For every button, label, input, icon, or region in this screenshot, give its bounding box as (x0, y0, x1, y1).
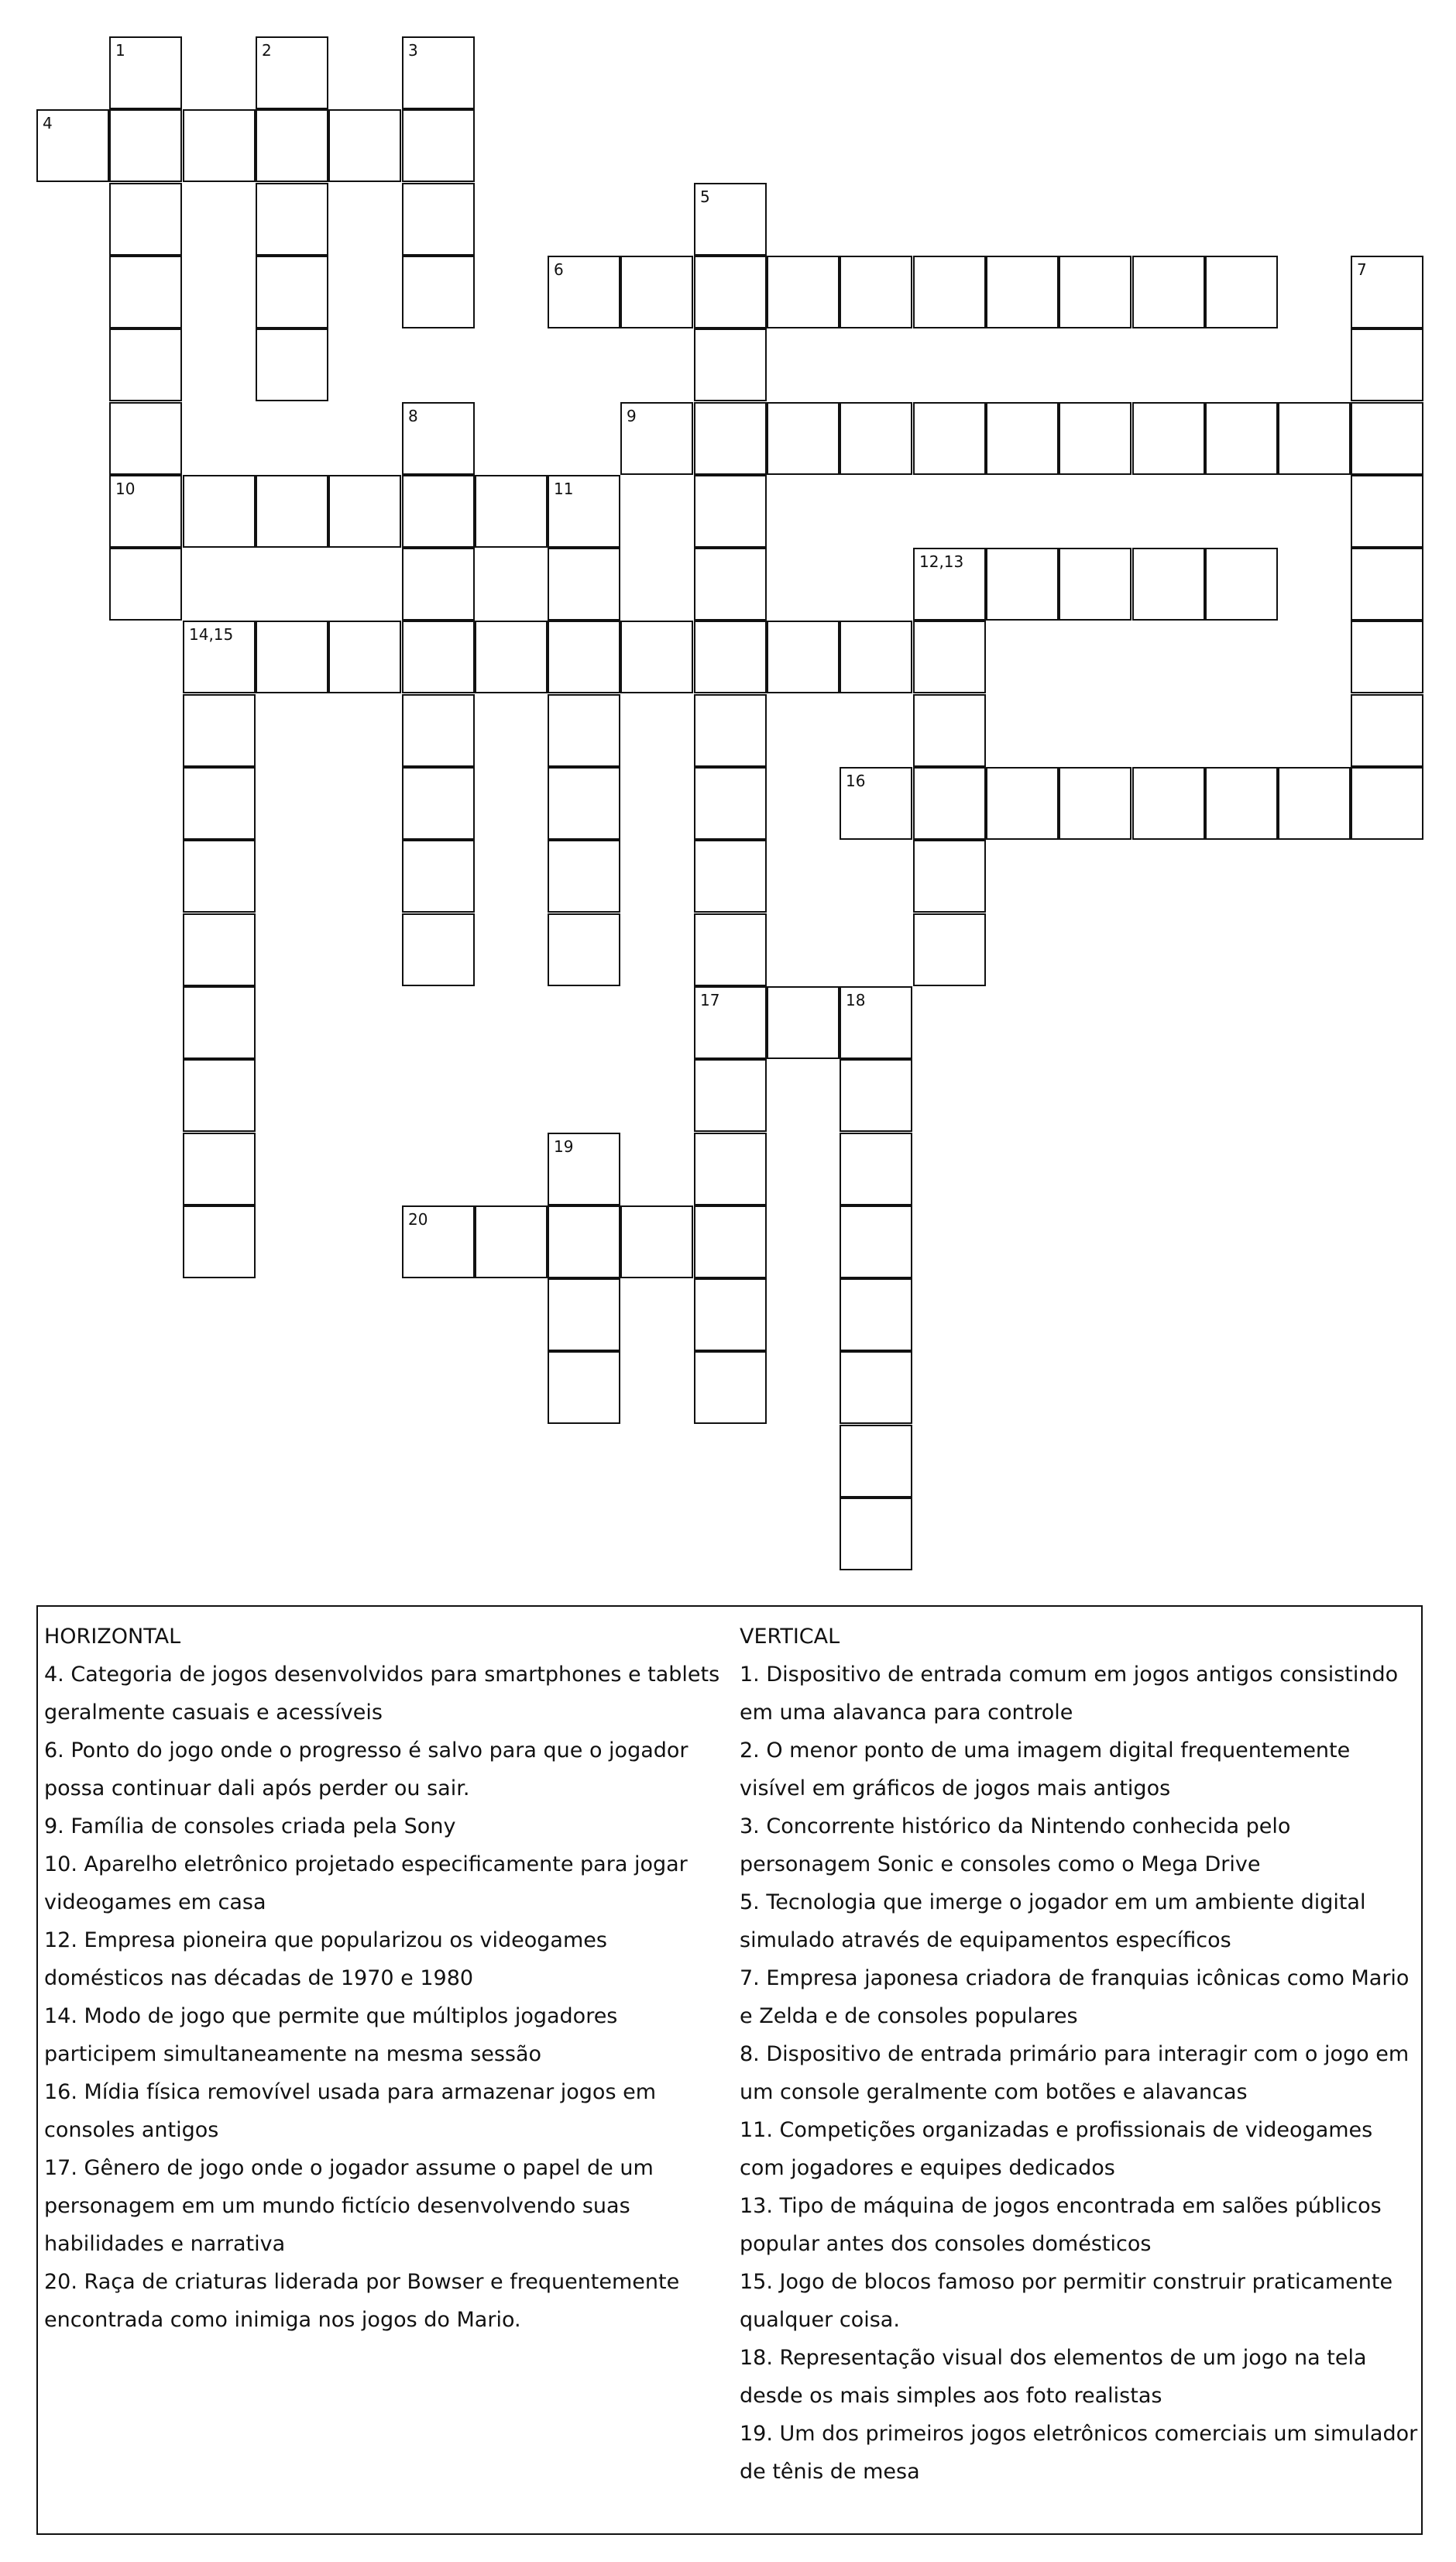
clue-number: 11 (554, 480, 574, 498)
grid-cell[interactable] (694, 1205, 767, 1278)
grid-cell[interactable] (1059, 402, 1131, 475)
grid-cell[interactable] (109, 256, 182, 328)
grid-cell[interactable] (913, 694, 986, 767)
grid-cell[interactable] (183, 109, 256, 182)
grid-cell[interactable] (840, 1059, 912, 1132)
grid-cell[interactable] (183, 694, 256, 767)
clue-number: 12,13 (919, 552, 964, 571)
grid-cell[interactable] (402, 183, 475, 256)
grid-cell[interactable] (913, 548, 986, 621)
grid-cell[interactable] (1278, 767, 1351, 840)
horizontal-title: HORIZONTAL (44, 1625, 181, 1649)
horizontal-clue-16: 16. Mídia física removível usada para armazenar jogos em consoles antigos (44, 2080, 657, 2142)
grid-cell[interactable] (183, 986, 256, 1059)
grid-cell[interactable] (986, 402, 1059, 475)
grid-cell[interactable] (840, 621, 912, 693)
clue-number: 19 (554, 1137, 574, 1156)
grid-cell[interactable] (548, 475, 620, 548)
horizontal-clue-10: 10. Aparelho eletrônico projetado especificamente para jogar videogames em casa (44, 1852, 688, 1914)
grid-cell[interactable] (402, 548, 475, 621)
grid-cell[interactable] (109, 475, 182, 548)
grid-cell[interactable] (548, 1278, 620, 1351)
grid-cell[interactable] (986, 548, 1059, 621)
grid-cell[interactable] (183, 1059, 256, 1132)
grid-cell[interactable] (109, 36, 182, 109)
grid-cell[interactable] (1059, 256, 1131, 328)
grid-cell[interactable] (402, 256, 475, 328)
grid-cell[interactable] (109, 402, 182, 475)
grid-cell[interactable] (109, 109, 182, 182)
grid-cell[interactable] (548, 913, 620, 986)
grid-cell[interactable] (694, 621, 767, 693)
vertical-clue-2: 2. O menor ponto de uma imagem digital frequentemente visível em gráficos de jogos mais antigos (740, 1738, 1351, 1800)
vertical-title: VERTICAL (740, 1625, 840, 1649)
grid-cell[interactable] (183, 1205, 256, 1278)
grid-cell[interactable] (475, 621, 548, 693)
grid-cell[interactable] (913, 402, 986, 475)
grid-cell[interactable] (328, 621, 401, 693)
grid-cell[interactable] (328, 109, 401, 182)
grid-cell[interactable] (1278, 402, 1351, 475)
grid-cell[interactable] (256, 328, 328, 401)
grid-cell[interactable] (694, 1133, 767, 1205)
grid-cell[interactable] (402, 694, 475, 767)
grid-cell[interactable] (694, 475, 767, 548)
grid-cell[interactable] (402, 767, 475, 840)
grid-cell[interactable] (1351, 621, 1423, 693)
horizontal-clue-20: 20. Raça de criaturas liderada por Bowser e frequentemente encontrada como inimiga nos jogos do Mario. (44, 2270, 680, 2332)
vertical-clue-1: 1. Dispositivo de entrada comum em jogos antigos consistindo em uma alavanca para controle (740, 1663, 1399, 1725)
grid-cell[interactable] (402, 621, 475, 693)
grid-cell[interactable] (840, 767, 912, 840)
grid-cell[interactable] (913, 767, 986, 840)
clue-number: 7 (1357, 260, 1367, 279)
clue-number: 14,15 (189, 625, 234, 644)
vertical-clue-19: 19. Um dos primeiros jogos eletrônicos comerciais um simulador de tênis de mesa (740, 2422, 1418, 2484)
grid-cell[interactable] (1132, 548, 1205, 621)
grid-cell[interactable] (548, 840, 620, 913)
grid-cell[interactable] (402, 475, 475, 548)
grid-cell[interactable] (1132, 256, 1205, 328)
grid-cell[interactable] (620, 1205, 693, 1278)
grid-cell[interactable] (694, 183, 767, 256)
grid-cell[interactable] (694, 402, 767, 475)
grid-cell[interactable] (840, 1278, 912, 1351)
clue-number: 5 (700, 187, 710, 206)
vertical-clue-11: 11. Competições organizadas e profissionais de videogames com jogadores e equipes dedicados (740, 2118, 1373, 2180)
grid-cell[interactable] (913, 621, 986, 693)
grid-cell[interactable] (767, 256, 840, 328)
grid-cell[interactable] (548, 1133, 620, 1205)
grid-cell[interactable] (402, 36, 475, 109)
grid-cell[interactable] (183, 913, 256, 986)
clue-number: 4 (43, 114, 53, 132)
grid-cell[interactable] (402, 109, 475, 182)
grid-cell[interactable] (1059, 548, 1131, 621)
grid-cell[interactable] (109, 328, 182, 401)
grid-cell[interactable] (1205, 402, 1278, 475)
grid-cell[interactable] (328, 475, 401, 548)
clue-number: 3 (408, 41, 418, 60)
horizontal-clue-4: 4. Categoria de jogos desenvolvidos para smartphones e tablets geralmente casuais e acessíveis (44, 1663, 720, 1725)
grid-cell[interactable] (767, 621, 840, 693)
grid-cell[interactable] (183, 621, 256, 693)
grid-cell[interactable] (1205, 548, 1278, 621)
grid-cell[interactable] (694, 256, 767, 328)
grid-cell[interactable] (840, 1498, 912, 1570)
grid-cell[interactable] (1132, 402, 1205, 475)
clue-number: 8 (408, 407, 418, 425)
horizontal-clue-9: 9. Família de consoles criada pela Sony (44, 1814, 456, 1838)
grid-cell[interactable] (1205, 767, 1278, 840)
grid-cell[interactable] (256, 36, 328, 109)
grid-cell[interactable] (694, 694, 767, 767)
grid-cell[interactable] (1351, 402, 1423, 475)
grid-cell[interactable] (694, 1278, 767, 1351)
grid-cell[interactable] (986, 256, 1059, 328)
grid-cell[interactable] (109, 183, 182, 256)
clue-number: 9 (627, 407, 637, 425)
grid-cell[interactable] (256, 183, 328, 256)
horizontal-clue-12: 12. Empresa pioneira que popularizou os videogames domésticos nas décadas de 1970 e 1980 (44, 1928, 607, 1990)
grid-cell[interactable] (840, 986, 912, 1059)
grid-cell[interactable] (402, 402, 475, 475)
grid-cell[interactable] (1351, 694, 1423, 767)
clue-box (36, 1605, 1423, 2535)
horizontal-clues (44, 1618, 726, 2339)
grid-cell[interactable] (1351, 767, 1423, 840)
grid-cell[interactable] (402, 840, 475, 913)
grid-cell[interactable] (767, 986, 840, 1059)
horizontal-clue-14: 14. Modo de jogo que permite que múltiplos jogadores participem simultaneamente na mesma sessão (44, 2004, 618, 2066)
grid-cell[interactable] (694, 986, 767, 1059)
grid-cell[interactable] (475, 475, 548, 548)
grid-cell[interactable] (840, 256, 912, 328)
vertical-clue-8: 8. Dispositivo de entrada primário para interagir com o jogo em um console geralmente com botões e alavancas (740, 2042, 1410, 2104)
clue-number: 17 (700, 991, 720, 1009)
grid-cell[interactable] (109, 548, 182, 621)
grid-cell[interactable] (1205, 256, 1278, 328)
grid-cell[interactable] (548, 256, 620, 328)
grid-cell[interactable] (256, 621, 328, 693)
vertical-clues (740, 1618, 1421, 2491)
clue-number: 2 (262, 41, 272, 60)
grid-cell[interactable] (548, 767, 620, 840)
grid-cell[interactable] (694, 1351, 767, 1424)
grid-cell[interactable] (1059, 767, 1131, 840)
grid-cell[interactable] (36, 109, 109, 182)
grid-cell[interactable] (913, 256, 986, 328)
grid-cell[interactable] (694, 767, 767, 840)
grid-cell[interactable] (694, 913, 767, 986)
grid-cell[interactable] (548, 1351, 620, 1424)
grid-cell[interactable] (840, 1205, 912, 1278)
grid-cell[interactable] (1351, 548, 1423, 621)
grid-cell[interactable] (767, 402, 840, 475)
grid-cell[interactable] (183, 1133, 256, 1205)
grid-cell[interactable] (548, 694, 620, 767)
clue-number: 10 (115, 480, 136, 498)
vertical-clue-3: 3. Concorrente histórico da Nintendo conhecida pelo personagem Sonic e consoles como o Mega Drive (740, 1814, 1291, 1876)
clue-number: 16 (846, 772, 866, 790)
vertical-clue-7: 7. Empresa japonesa criadora de franquias icônicas como Mario e Zelda e de consoles populares (740, 1966, 1410, 2028)
vertical-clue-13: 13. Tipo de máquina de jogos encontrada em salões públicos popular antes dos consoles domésticos (740, 2194, 1382, 2256)
grid-cell[interactable] (256, 256, 328, 328)
grid-cell[interactable] (256, 109, 328, 182)
grid-cell[interactable] (402, 913, 475, 986)
grid-cell[interactable] (913, 913, 986, 986)
grid-cell[interactable] (1351, 475, 1423, 548)
grid-cell[interactable] (1351, 256, 1423, 328)
clue-number: 6 (554, 260, 564, 279)
grid-cell[interactable] (694, 548, 767, 621)
horizontal-clue-17: 17. Gênero de jogo onde o jogador assume o papel de um personagem em um mundo fictício desenvolvendo suas habilidades e narrativa (44, 2156, 654, 2256)
grid-cell[interactable] (986, 767, 1059, 840)
grid-cell[interactable] (620, 402, 693, 475)
grid-cell[interactable] (183, 475, 256, 548)
grid-cell[interactable] (475, 1205, 548, 1278)
grid-cell[interactable] (256, 475, 328, 548)
grid-cell[interactable] (840, 1351, 912, 1424)
vertical-clue-15: 15. Jogo de blocos famoso por permitir construir praticamente qualquer coisa. (740, 2270, 1393, 2332)
grid-cell[interactable] (1351, 328, 1423, 401)
grid-cell[interactable] (620, 256, 693, 328)
grid-cell[interactable] (694, 840, 767, 913)
grid-cell[interactable] (694, 328, 767, 401)
grid-cell[interactable] (548, 621, 620, 693)
grid-cell[interactable] (548, 548, 620, 621)
grid-cell[interactable] (402, 1205, 475, 1278)
clue-number: 20 (408, 1210, 428, 1229)
grid-cell[interactable] (840, 402, 912, 475)
grid-cell[interactable] (840, 1133, 912, 1205)
grid-cell[interactable] (183, 840, 256, 913)
grid-cell[interactable] (840, 1425, 912, 1498)
grid-cell[interactable] (1132, 767, 1205, 840)
grid-cell[interactable] (694, 1059, 767, 1132)
vertical-clue-18: 18. Representação visual dos elementos de um jogo na tela desde os mais simples aos foto realistas (740, 2346, 1367, 2408)
horizontal-clue-6: 6. Ponto do jogo onde o progresso é salvo para que o jogador possa continuar dali após perder ou sair. (44, 1738, 689, 1800)
clue-number: 18 (846, 991, 866, 1009)
grid-cell[interactable] (548, 1205, 620, 1278)
grid-cell[interactable] (620, 621, 693, 693)
vertical-clue-5: 5. Tecnologia que imerge o jogador em um ambiente digital simulado através de equipamentos específicos (740, 1890, 1366, 1952)
clue-number: 1 (115, 41, 125, 60)
grid-cell[interactable] (913, 840, 986, 913)
grid-cell[interactable] (183, 767, 256, 840)
